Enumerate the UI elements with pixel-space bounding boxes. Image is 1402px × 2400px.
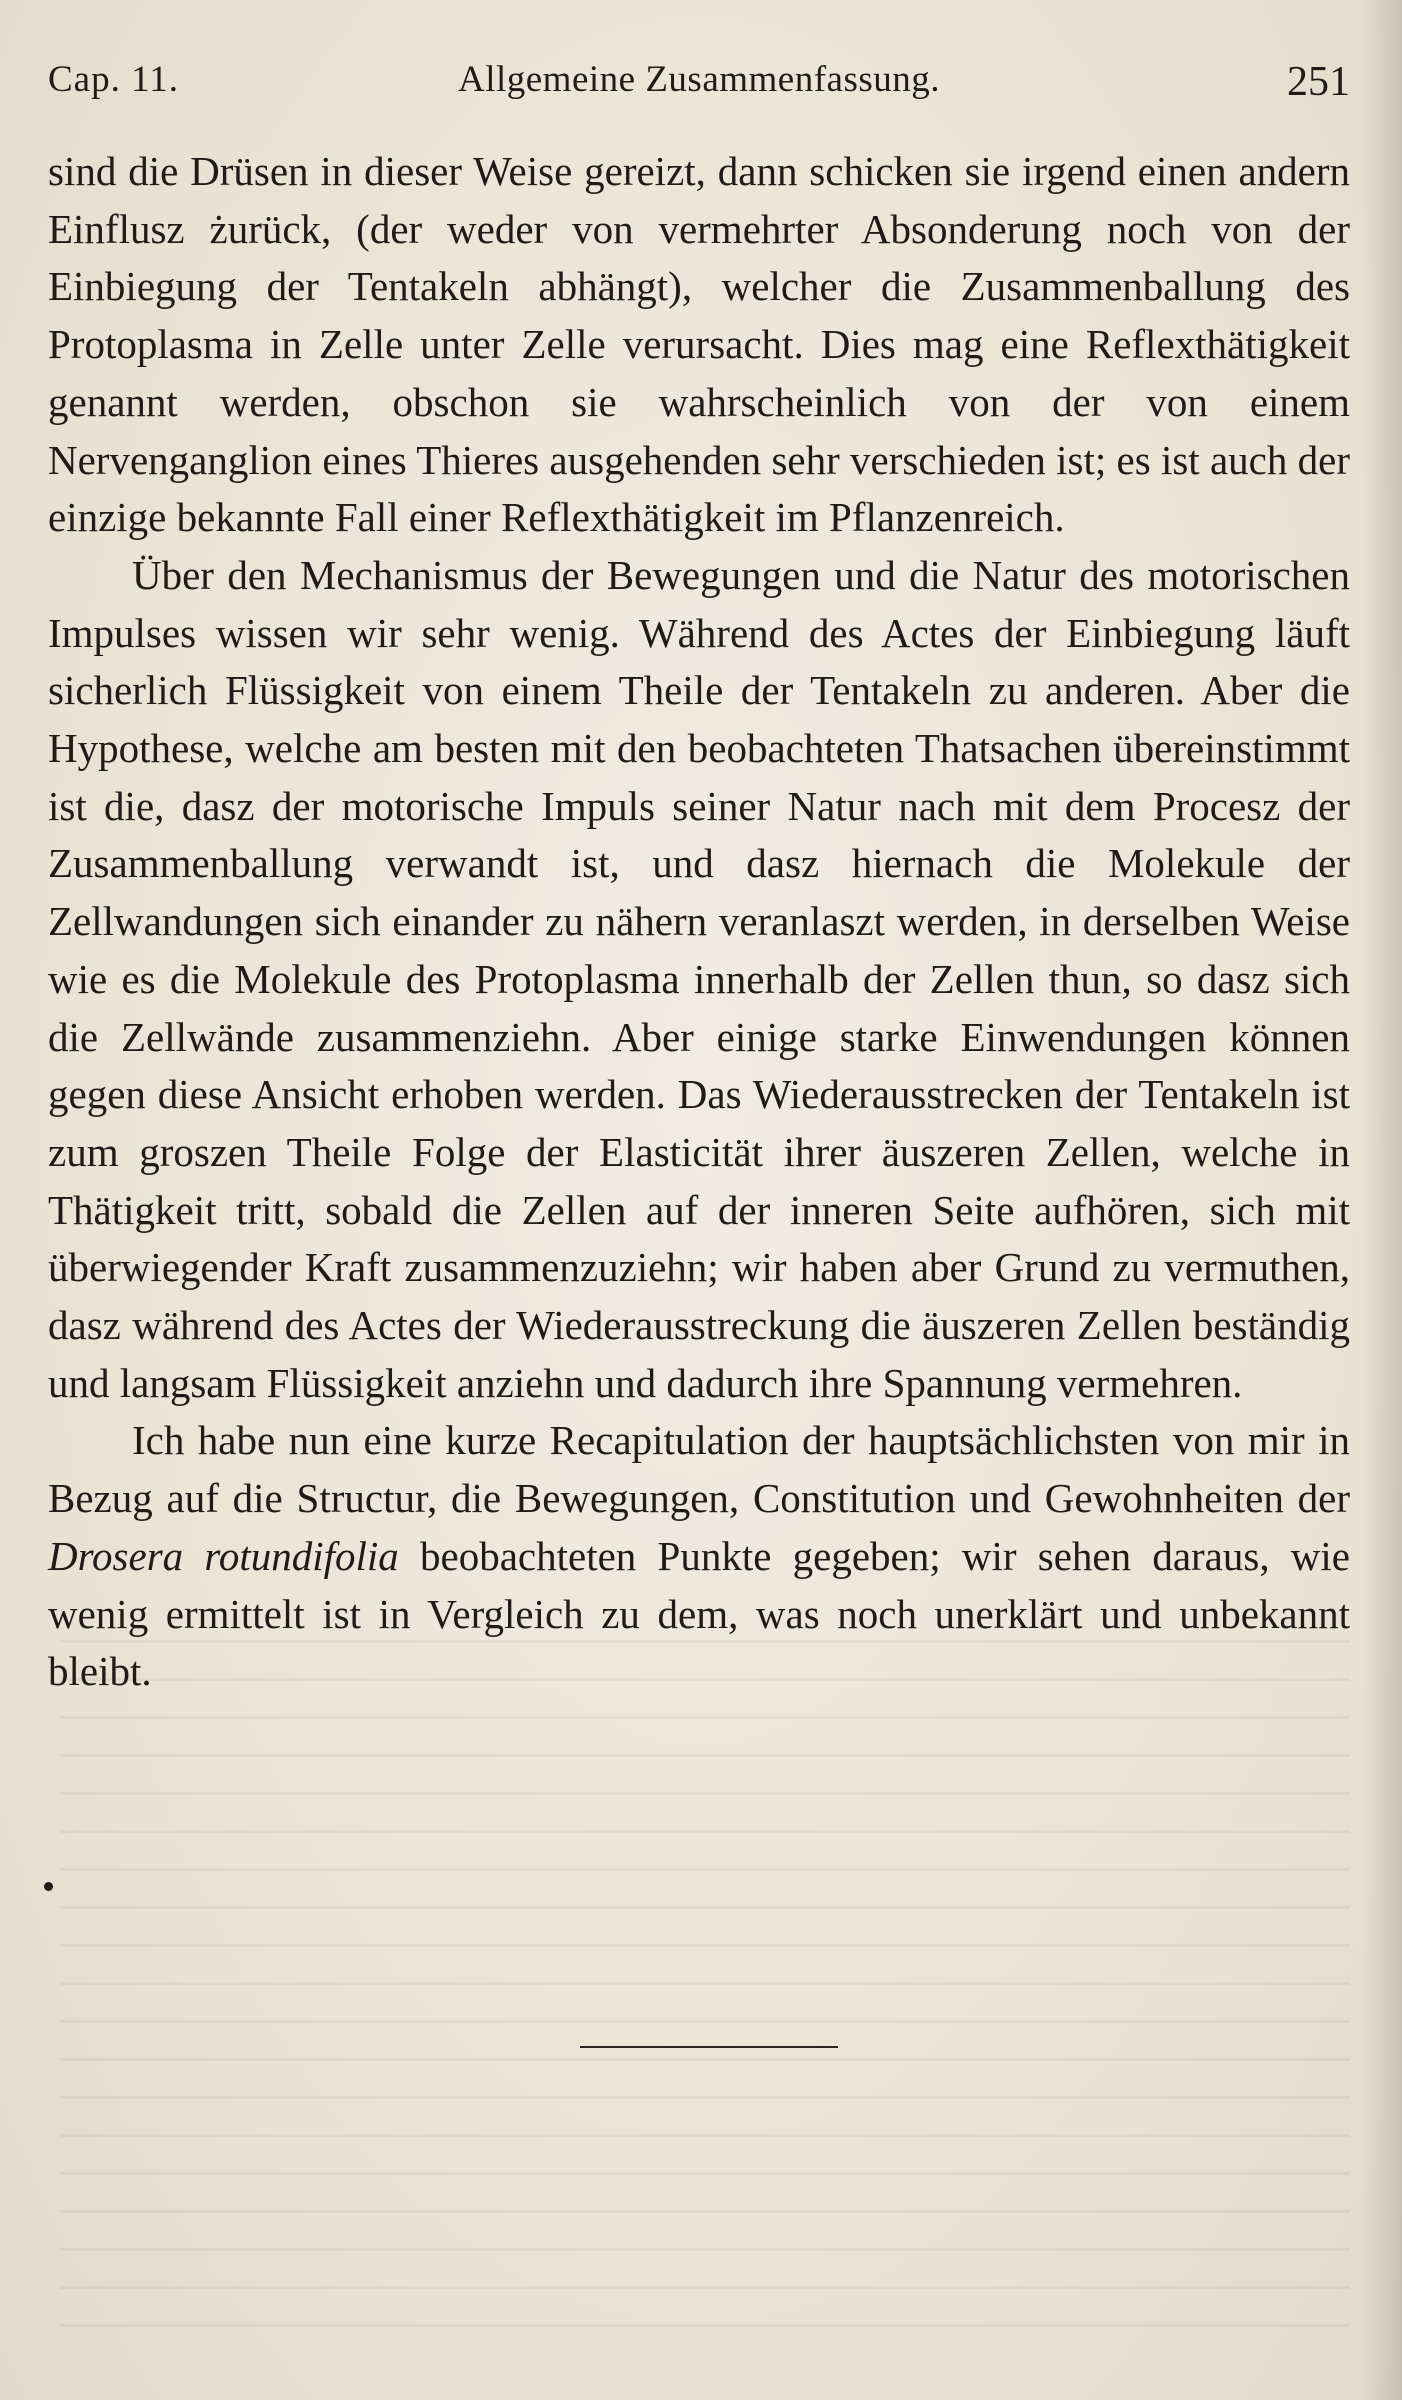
paragraph-3-text-a: Ich habe nun eine kurze Recapitulation der hauptsächlichsten von mir in Bezug auf die Structur, die Bewegungen, Constitution und Gewohnheiten der [48,1417,1350,1522]
body-text [48,143,1350,1701]
running-title: Allgemeine Zusammenfassung. [457,59,941,100]
species-name: Drosera rotundifolia [48,1532,399,1579]
section-end-rule [580,2046,838,2048]
show-through-text [60,1640,1350,2360]
chapter-label: Cap. 11. [48,59,179,100]
ink-dot [44,1882,53,1891]
page-edge-shadow [1362,0,1402,2400]
running-header [48,58,1350,118]
paragraph-3-text-b: beobachteten Punkte gegeben; wir sehen daraus, wie wenig ermittelt ist in Vergleich zu dem, was noch unerklärt und unbekannt bleibt. [48,1532,1350,1695]
page-number: 251 [1287,59,1350,105]
paragraph-3 [48,1412,1350,1701]
paragraph-1: sind die Drüsen in dieser Weise gereizt, dann schicken sie irgend einen andern Einflusz żurück, (der weder von vermehrter Absonderung noch von der Einbiegung der Tentakeln abhängt), welcher die Zusammenballung des Protoplasma in Zelle unter Zelle verursacht. Dies mag eine Reflexthätigkeit genannt werden, obschon sie wahrscheinlich von der von einem Nervenganglion eines Thieres ausgehenden sehr verschieden ist; es ist auch der einzige bekannte Fall einer Reflexthätigkeit im Pflanzenreich. [48,148,1350,541]
paragraph-2: Über den Mechanismus der Bewegungen und die Natur des motorischen Impulses wissen wir sehr wenig. Während des Actes der Einbiegung läuft sicherlich Flüssigkeit von einem Theile der Tentakeln zu anderen. Aber die Hypothese, welche am besten mit den beobachteten Thatsachen übereinstimmt ist die, dasz der motorische Impuls seiner Natur nach mit dem Procesz der Zusammenballung verwandt ist, und dasz hiernach die Molekule der Zellwandungen sich einander zu nähern veranlaszt werden, in derselben Weise wie es die Molekule des Protoplasma innerhalb der Zellen thun, so dasz sich die Zellwände zusammenziehn. Aber einige starke Einwendungen können gegen diese Ansicht erhoben werden. Das Wiederausstrecken der Tentakeln ist zum groszen Theile Folge der Elasticität ihrer äuszeren Zellen, welche in Thätigkeit tritt, sobald die Zellen auf der inneren Seite aufhören, sich mit überwiegender Kraft zusammenzuziehn; wir haben aber Grund zu vermuthen, dasz während des Actes der Wiederausstreckung die äuszeren Zellen beständig und langsam Flüssigkeit anziehn und dadurch ihre Spannung vermehren. [48,551,1350,1406]
